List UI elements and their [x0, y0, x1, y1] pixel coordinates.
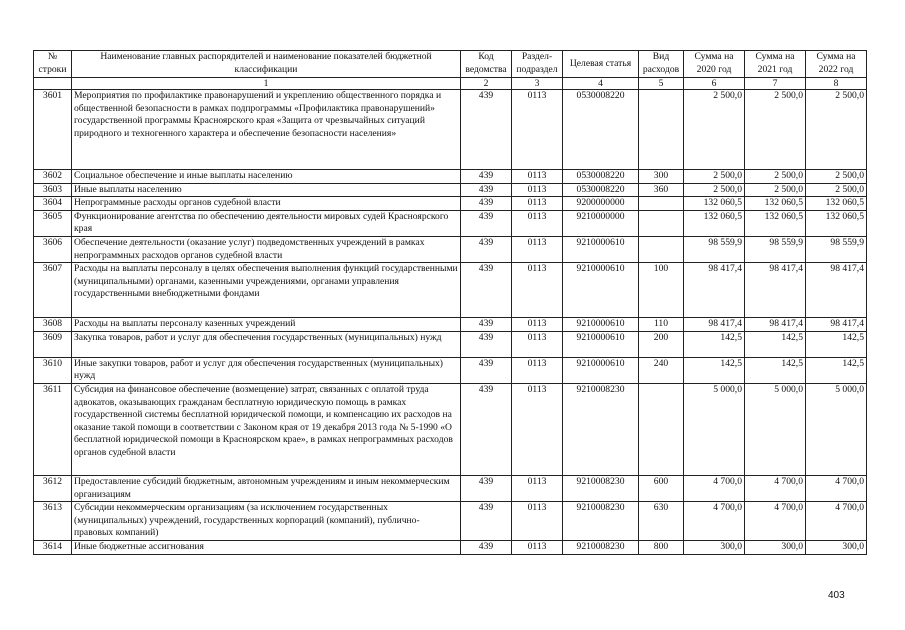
section-code-cell: 0113: [512, 90, 563, 170]
table-row: [34, 383, 867, 475]
budget-table: [33, 50, 867, 555]
sum-2022-cell: 98 559,9: [806, 236, 867, 262]
sum-2021-cell: 2 500,0: [745, 90, 806, 170]
department-code-cell: 439: [461, 502, 512, 541]
sum-2020-cell: 132 060,5: [684, 210, 745, 236]
section-code-cell: 0113: [512, 183, 563, 197]
expense-kind-cell: [639, 90, 684, 170]
department-code-cell: 439: [461, 170, 512, 184]
sum-2022-cell: 300,0: [806, 541, 867, 555]
column-number: 8: [806, 78, 867, 90]
header-name: Наименование главных распорядителей и наименование показателей бюджетной классификации: [72, 51, 461, 78]
sum-2020-cell: 132 060,5: [684, 197, 745, 211]
sum-2021-cell: 98 417,4: [745, 318, 806, 332]
sum-2020-cell: 2 500,0: [684, 90, 745, 170]
sum-2020-cell: 4 700,0: [684, 475, 745, 501]
expense-kind-cell: 240: [639, 357, 684, 383]
header-sum-2021: Сумма на 2021 год: [745, 51, 806, 78]
row-number-cell: 3611: [34, 383, 72, 475]
sum-2020-cell: 2 500,0: [684, 183, 745, 197]
target-article-cell: 0530008220: [563, 90, 639, 170]
sum-2021-cell: 300,0: [745, 541, 806, 555]
row-number-cell: 3612: [34, 475, 72, 501]
header-target-article: Целевая статья: [563, 51, 639, 78]
column-number: 3: [512, 78, 563, 90]
expense-name-cell: Иные закупки товаров, работ и услуг для обеспечения государственных (муниципальных) нужд: [72, 357, 461, 383]
header-sum-2020: Сумма на 2020 год: [684, 51, 745, 78]
sum-2022-cell: 142,5: [806, 357, 867, 383]
expense-kind-cell: [639, 236, 684, 262]
sum-2021-cell: 142,5: [745, 331, 806, 357]
row-number-cell: 3607: [34, 263, 72, 318]
target-article-cell: 9210000610: [563, 331, 639, 357]
expense-name-cell: Социальное обеспечение и иные выплаты населению: [72, 170, 461, 184]
sum-2022-cell: 2 500,0: [806, 90, 867, 170]
target-article-cell: 0530008220: [563, 183, 639, 197]
sum-2020-cell: 5 000,0: [684, 383, 745, 475]
row-number-cell: 3613: [34, 502, 72, 541]
expense-name-cell: Обеспечение деятельности (оказание услуг) подведомственных учреждений в рамках непрограммных расходов органов судебной власти: [72, 236, 461, 262]
target-article-cell: 9210000000: [563, 210, 639, 236]
department-code-cell: 439: [461, 383, 512, 475]
section-code-cell: 0113: [512, 318, 563, 332]
row-number-cell: 3614: [34, 541, 72, 555]
sum-2021-cell: 4 700,0: [745, 475, 806, 501]
header-row: [34, 51, 867, 78]
expense-kind-cell: [639, 197, 684, 211]
sum-2022-cell: 98 417,4: [806, 318, 867, 332]
column-number: 7: [745, 78, 806, 90]
expense-kind-cell: 100: [639, 263, 684, 318]
expense-name-cell: Расходы на выплаты персоналу в целях обеспечения выполнения функций государственными (муниципальными) органами, казенными учреждениями, органами управления государственными внебюджетными фондами: [72, 263, 461, 318]
expense-name-cell: Субсидия на финансовое обеспечение (возмещение) затрат, связанных с оплатой труда адвокатов, оказывающих гражданам бесплатную юридическую помощь в рамках государственной системы бесплатной юридической помощи, и компенсацию их расходов на оказание такой помощи в соответствии с Законом края от 19 декабря 2013 года № 5-1990 «О бесплатной юридической помощи в Красноярском крае», в рамках непрограммных расходов органов судебной власти: [72, 383, 461, 475]
table-row: [34, 475, 867, 501]
sum-2020-cell: 2 500,0: [684, 170, 745, 184]
table-row: [34, 318, 867, 332]
row-number-cell: 3601: [34, 90, 72, 170]
section-code-cell: 0113: [512, 170, 563, 184]
table-row: [34, 357, 867, 383]
section-code-cell: 0113: [512, 197, 563, 211]
sum-2022-cell: 4 700,0: [806, 475, 867, 501]
department-code-cell: 439: [461, 357, 512, 383]
row-number-cell: 3609: [34, 331, 72, 357]
sum-2021-cell: 132 060,5: [745, 210, 806, 236]
sum-2020-cell: 142,5: [684, 331, 745, 357]
table-row: [34, 90, 867, 170]
expense-name-cell: Непрограммные расходы органов судебной власти: [72, 197, 461, 211]
row-number-cell: 3610: [34, 357, 72, 383]
column-number: 4: [563, 78, 639, 90]
target-article-cell: 0530008220: [563, 170, 639, 184]
table-row: [34, 541, 867, 555]
department-code-cell: 439: [461, 263, 512, 318]
expense-kind-cell: 800: [639, 541, 684, 555]
sum-2020-cell: 142,5: [684, 357, 745, 383]
table-row: [34, 236, 867, 262]
department-code-cell: 439: [461, 183, 512, 197]
expense-name-cell: Расходы на выплаты персоналу казенных учреждений: [72, 318, 461, 332]
column-number: 2: [461, 78, 512, 90]
sum-2021-cell: 142,5: [745, 357, 806, 383]
section-code-cell: 0113: [512, 331, 563, 357]
header-section: Раздел-подраздел: [512, 51, 563, 78]
target-article-cell: 9210008230: [563, 475, 639, 501]
sum-2022-cell: 132 060,5: [806, 210, 867, 236]
sum-2021-cell: 132 060,5: [745, 197, 806, 211]
table-row: [34, 331, 867, 357]
column-number: 1: [72, 78, 461, 90]
row-number-cell: 3608: [34, 318, 72, 332]
expense-name-cell: Иные выплаты населению: [72, 183, 461, 197]
section-code-cell: 0113: [512, 541, 563, 555]
expense-kind-cell: [639, 383, 684, 475]
target-article-cell: 9200000000: [563, 197, 639, 211]
expense-kind-cell: [639, 210, 684, 236]
column-number: 6: [684, 78, 745, 90]
sum-2021-cell: 98 559,9: [745, 236, 806, 262]
expense-name-cell: Мероприятия по профилактике правонарушений и укреплению общественного порядка и общественной безопасности в рамках подпрограммы «Профилактика правонарушений» государственной программы Красноярского края «Защита от чрезвычайных ситуаций природного и техногенного характера и обеспечение безопасности населения»: [72, 90, 461, 170]
sum-2021-cell: 2 500,0: [745, 170, 806, 184]
department-code-cell: 439: [461, 541, 512, 555]
header-sum-2022: Сумма на 2022 год: [806, 51, 867, 78]
section-code-cell: 0113: [512, 357, 563, 383]
table-row: [34, 170, 867, 184]
row-number-cell: 3603: [34, 183, 72, 197]
section-code-cell: 0113: [512, 475, 563, 501]
sum-2021-cell: 5 000,0: [745, 383, 806, 475]
header-expense-kind: Вид расходов: [639, 51, 684, 78]
sum-2022-cell: 4 700,0: [806, 502, 867, 541]
department-code-cell: 439: [461, 331, 512, 357]
column-number-row: [34, 78, 867, 90]
row-number-cell: 3604: [34, 197, 72, 211]
target-article-cell: 9210008230: [563, 383, 639, 475]
department-code-cell: 439: [461, 210, 512, 236]
table-row: [34, 210, 867, 236]
sum-2020-cell: 98 417,4: [684, 263, 745, 318]
target-article-cell: 9210008230: [563, 502, 639, 541]
target-article-cell: 9210000610: [563, 236, 639, 262]
row-number-cell: 3606: [34, 236, 72, 262]
sum-2021-cell: 4 700,0: [745, 502, 806, 541]
header-department-code: Код ведомства: [461, 51, 512, 78]
sum-2022-cell: 5 000,0: [806, 383, 867, 475]
sum-2020-cell: 4 700,0: [684, 502, 745, 541]
sum-2021-cell: 98 417,4: [745, 263, 806, 318]
department-code-cell: 439: [461, 197, 512, 211]
sum-2020-cell: 98 417,4: [684, 318, 745, 332]
table-row: [34, 183, 867, 197]
target-article-cell: 9210008230: [563, 541, 639, 555]
expense-name-cell: Субсидии некоммерческим организациям (за исключением государственных (муниципальных) учреждений, государственных корпораций (компаний), публично-правовых компаний): [72, 502, 461, 541]
target-article-cell: 9210000610: [563, 318, 639, 332]
sum-2022-cell: 2 500,0: [806, 183, 867, 197]
section-code-cell: 0113: [512, 502, 563, 541]
column-number: [34, 78, 72, 90]
department-code-cell: 439: [461, 318, 512, 332]
target-article-cell: 9210000610: [563, 357, 639, 383]
header-row-number: № строки: [34, 51, 72, 78]
sum-2022-cell: 132 060,5: [806, 197, 867, 211]
section-code-cell: 0113: [512, 263, 563, 318]
table-row: [34, 197, 867, 211]
expense-kind-cell: 630: [639, 502, 684, 541]
expense-kind-cell: 360: [639, 183, 684, 197]
expense-name-cell: Предоставление субсидий бюджетным, автономным учреждениям и иным некоммерческим организациям: [72, 475, 461, 501]
section-code-cell: 0113: [512, 383, 563, 475]
department-code-cell: 439: [461, 90, 512, 170]
sum-2022-cell: 142,5: [806, 331, 867, 357]
page-number: 403: [828, 590, 845, 601]
section-code-cell: 0113: [512, 210, 563, 236]
target-article-cell: 9210000610: [563, 263, 639, 318]
expense-kind-cell: 200: [639, 331, 684, 357]
sum-2022-cell: 98 417,4: [806, 263, 867, 318]
expense-kind-cell: 300: [639, 170, 684, 184]
expense-name-cell: Иные бюджетные ассигнования: [72, 541, 461, 555]
row-number-cell: 3605: [34, 210, 72, 236]
expense-name-cell: Закупка товаров, работ и услуг для обеспечения государственных (муниципальных) нужд: [72, 331, 461, 357]
sum-2020-cell: 98 559,9: [684, 236, 745, 262]
department-code-cell: 439: [461, 475, 512, 501]
column-number: 5: [639, 78, 684, 90]
table-row: [34, 502, 867, 541]
expense-kind-cell: 110: [639, 318, 684, 332]
sum-2021-cell: 2 500,0: [745, 183, 806, 197]
sum-2020-cell: 300,0: [684, 541, 745, 555]
sum-2022-cell: 2 500,0: [806, 170, 867, 184]
department-code-cell: 439: [461, 236, 512, 262]
row-number-cell: 3602: [34, 170, 72, 184]
table-row: [34, 263, 867, 318]
expense-name-cell: Функционирование агентства по обеспечению деятельности мировых судей Красноярского края: [72, 210, 461, 236]
expense-kind-cell: 600: [639, 475, 684, 501]
section-code-cell: 0113: [512, 236, 563, 262]
